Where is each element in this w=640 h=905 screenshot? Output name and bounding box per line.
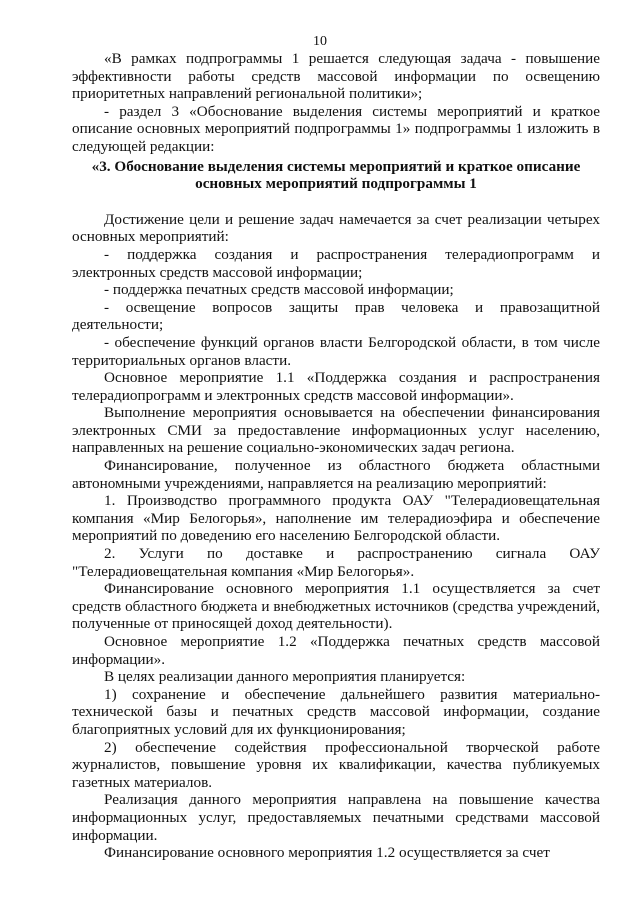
list-item: 1. Производство программного продукта ОАУ "Телерадиовещательная компания «Мир Белогорья», наполнение им телерадиоэфира и обеспечение мероприятий по доведению его населению Белгородской области. bbox=[72, 492, 600, 545]
paragraph: Финансирование основного мероприятия 1.1 осуществляется за счет средств областного бюджета и внебюджетных источников (средства учреждений, полученные от приносящей доход деятельности). bbox=[72, 580, 600, 633]
intro-paragraph-1: «В рамках подпрограммы 1 решается следующая задача - повышение эффективности работы средств массовой информации по освещению приоритетных направлений региональной политики»; bbox=[72, 50, 600, 103]
list-item: 1) сохранение и обеспечение дальнейшего развития материально-технической базы и печатных средств массовой информации, создание благоприятных условий для их функционирования; bbox=[72, 685, 600, 738]
paragraph: В целях реализации данного мероприятия планируется: bbox=[104, 668, 466, 686]
paragraph: Основное мероприятие 1.1 «Поддержка создания и распространения телерадиопрограмм и электронных средств массовой информации». bbox=[72, 369, 600, 404]
list-item: - обеспечение функций органов власти Белгородской области, в том числе территориальных органов власти. bbox=[72, 333, 600, 369]
list-item: 2) обеспечение содействия профессиональной творческой работе журналистов, повышение уровня их квалификации, качества публикуемых газетных материалов. bbox=[72, 738, 600, 791]
document-body bbox=[72, 50, 600, 862]
paragraph: Реализация данного мероприятия направлена на повышение качества информационных услуг, предоставляемых печатными средствами массовой информации. bbox=[72, 791, 600, 844]
list-item: - поддержка создания и распространения телерадиопрограмм и электронных средств массовой информации; bbox=[72, 245, 600, 281]
paragraph: Финансирование основного мероприятия 1.2 осуществляется за счет bbox=[104, 844, 550, 862]
paragraph: Финансирование, полученное из областного бюджета областными автономными учреждениями, направляется на реализацию мероприятий: bbox=[72, 457, 600, 492]
spacer bbox=[72, 193, 600, 211]
paragraph: Основное мероприятие 1.2 «Поддержка печатных средств массовой информации». bbox=[72, 633, 600, 668]
list-item: 2. Услуги по доставке и распространению сигнала ОАУ "Телерадиовещательная компания «Мир Белогорья». bbox=[72, 545, 600, 580]
section-heading: «3. Обоснование выделения системы мероприятий и краткое описание основных мероприятий подпрограммы 1 bbox=[91, 157, 581, 193]
paragraph: Выполнение мероприятия основывается на обеспечении финансирования электронных СМИ за предоставление информационных услуг населению, направленных на решение социально-экономических задач региона. bbox=[72, 404, 600, 457]
list-item: - поддержка печатных средств массовой информации; bbox=[104, 281, 454, 299]
paragraph: Достижение цели и решение задач намечается за счет реализации четырех основных мероприятий: bbox=[72, 210, 600, 246]
page-number: 10 bbox=[313, 34, 327, 49]
list-item: - освещение вопросов защиты прав человека и правозащитной деятельности; bbox=[72, 298, 600, 334]
intro-paragraph-2: - раздел 3 «Обоснование выделения системы мероприятий и краткое описание основных мероприятий подпрограммы 1» подпрограммы 1 изложить в следующей редакции: bbox=[72, 102, 600, 155]
